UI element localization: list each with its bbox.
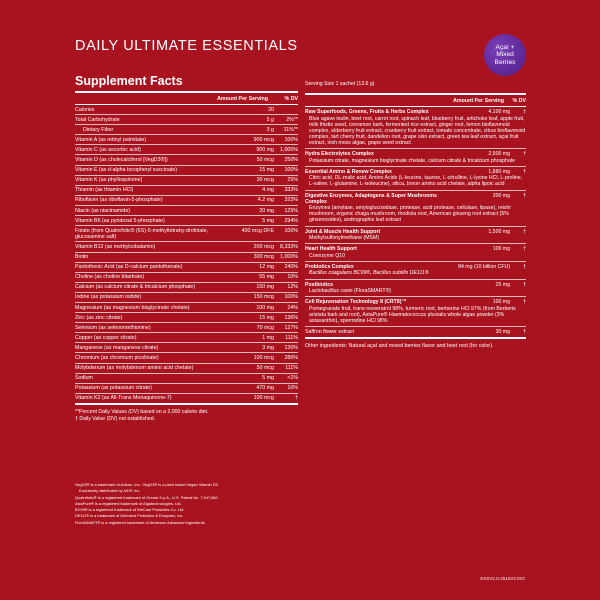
nutrient-dv: 25% bbox=[287, 177, 298, 184]
nutrient-name: Molybdenum (as molybdenum amino acid chelate) bbox=[75, 365, 194, 372]
blend-amount: 25 mg bbox=[495, 281, 510, 288]
nutrient-dv: 11%** bbox=[283, 126, 298, 133]
nutrient-amount: 100 mg bbox=[256, 304, 274, 311]
blend-block bbox=[305, 280, 526, 298]
blend-header bbox=[305, 169, 526, 175]
nutrient-dv: 1,000% bbox=[280, 254, 298, 261]
trademark-note: AstaPure® is a registered trademark of Algatechnologies, Ltd. bbox=[75, 500, 182, 506]
nutrient-amount: 470 mg bbox=[256, 385, 274, 392]
nutrient-dv: 24% bbox=[287, 304, 298, 311]
blend-ingredients: Lactobacillus casei (FloraSMART®) bbox=[309, 288, 392, 295]
nutrient-dv: 333% bbox=[284, 187, 298, 194]
blend-name: Postbiotics bbox=[305, 281, 333, 288]
nutrient-amount: 900 mg bbox=[256, 146, 274, 153]
nutrient-amount: 15 mg bbox=[259, 167, 274, 174]
nutrient-amount: 55 mg bbox=[259, 274, 274, 281]
blend-amount: 2,500 mg bbox=[488, 151, 510, 158]
nutrient-row bbox=[75, 242, 298, 252]
blend-amount: 1,880 mg bbox=[488, 168, 510, 175]
nutrient-amount: 50 mcg bbox=[256, 157, 274, 164]
supplement-facts-heading: Supplement Facts bbox=[75, 74, 298, 93]
blend-header bbox=[305, 193, 526, 205]
nutrient-name: Biotin bbox=[75, 254, 89, 261]
trademark-note: Exclusively distributed by AIDP, Inc. bbox=[79, 488, 141, 494]
nutrient-name: Chromium (as chromium picolinate) bbox=[75, 355, 159, 362]
nutrient-row bbox=[75, 303, 298, 313]
nutrient-dv: 10% bbox=[287, 385, 298, 392]
blend-ingredients: Coenzyme Q10 bbox=[309, 252, 346, 259]
nutrient-amount: 12 mg bbox=[259, 264, 274, 271]
nutrient-row bbox=[75, 166, 298, 176]
nutrient-amount: 400 mcg DFE bbox=[241, 227, 274, 234]
blend-header bbox=[305, 229, 526, 235]
blend-ingredients: Bacillus coagulans BC99®, Bacillus subtilis DE111® bbox=[309, 270, 429, 277]
blend-block bbox=[305, 297, 526, 327]
nutrient-name: Calories bbox=[75, 106, 95, 113]
nutrient-row bbox=[75, 374, 298, 384]
nutrient-row bbox=[75, 115, 298, 125]
footnote-dagger: † Daily Value (DV) not established. bbox=[75, 415, 156, 422]
nutrient-row bbox=[75, 176, 298, 186]
blend-header bbox=[305, 282, 526, 288]
blend-name: Digestive Enzymes, Adaptogens & Super Mushrooms Complex bbox=[305, 192, 437, 205]
blend-ingredients: Citric acid, DL-malic acid, Amino Acids (L-leucine, taurine, L-citrulline, L-lysine HCl, L-proline, L-valine, L-glutamine, L-isoleucine), silica, boron amino acid chelate, alpha lipoic acid bbox=[309, 175, 523, 188]
blend-dv: † bbox=[523, 228, 526, 235]
nutrient-row bbox=[75, 125, 298, 135]
trademark-notes bbox=[75, 482, 305, 526]
nutrient-name: Vitamin D (as cholecalciferol [VegD3®]) bbox=[75, 157, 168, 164]
nutrient-dv: 111% bbox=[285, 334, 298, 341]
flavor-badge-line: Berries bbox=[494, 58, 516, 66]
nutrient-dv: 8,333% bbox=[280, 244, 298, 251]
blend-amount: 84 mg (10 billion CFU) bbox=[458, 263, 510, 270]
nutrient-name: Folate (from Quatrefolic® (6S)-5-methyltetrahy-drofolate, glucosamine salt) bbox=[75, 227, 209, 240]
nutrient-row bbox=[75, 145, 298, 155]
nutrient-amount: 900 mcg bbox=[253, 136, 274, 143]
nutrient-dv: 100% bbox=[284, 294, 298, 301]
blend-table bbox=[305, 107, 526, 327]
nutrient-amount: 30 mcg bbox=[256, 177, 274, 184]
nutrient-amount: 5 g bbox=[266, 116, 274, 123]
nutrient-row bbox=[75, 135, 298, 145]
nutrient-name: Dietary Fiber bbox=[83, 126, 114, 133]
blend-dv: † bbox=[523, 151, 526, 158]
nutrient-name: Potassium (as potassium citrate) bbox=[75, 385, 152, 392]
blend-amount: 100 mg bbox=[492, 299, 510, 306]
nutrient-amount: 150 mg bbox=[256, 284, 274, 291]
blend-ingredients: Enzymes (amylase, amyloglucosidase, protease, acid protease, cellulase, lipase), reishi mushroom, organic chaga mushroom, rhodiola root, American ginseng root extract (5% ginsenosides), andrographis leaf extract bbox=[309, 205, 511, 224]
nutrient-dv: <1% bbox=[287, 375, 298, 382]
trademark-note: VegD3® is a trademark of Avisan, Inc.; VegD3® is a plant based Vegan Vitamin D3 bbox=[75, 482, 218, 487]
other-ingredients: Other ingredients: Natural açaí and mixed berries flavor and beet root (for color). bbox=[305, 343, 494, 350]
nutrient-dv: 136% bbox=[284, 314, 298, 321]
nutrient-amount: 200 mcg bbox=[253, 244, 274, 251]
ingredient-amount: 30 mg bbox=[495, 329, 510, 336]
nutrient-name: Copper (as copper citrate) bbox=[75, 334, 137, 341]
nutrient-name: Magnesium (as magnesium bisglycinate chelate) bbox=[75, 304, 190, 311]
blend-header bbox=[305, 246, 526, 252]
nutrient-name: Vitamin E (as d-alpha tocopheryl succinate) bbox=[75, 167, 178, 174]
nutrient-dv: 125% bbox=[284, 207, 298, 214]
blend-name: Heart Health Support bbox=[305, 246, 357, 253]
nutrient-row bbox=[75, 186, 298, 196]
nutrient-dv: 111% bbox=[285, 365, 298, 372]
nutrient-amount: 50 mcg bbox=[256, 365, 274, 372]
nutrient-name: Sodium bbox=[75, 375, 93, 382]
trademark-note: FloraSMART® is a registered trademark of Anderson Advanced Ingredients. bbox=[75, 519, 206, 525]
nutrient-dv: 250% bbox=[284, 157, 298, 164]
nutrient-row bbox=[75, 343, 298, 353]
flavor-badge bbox=[484, 34, 526, 76]
nutrient-row bbox=[75, 313, 298, 323]
nutrient-table bbox=[75, 105, 298, 405]
blend-amount: 100 mg bbox=[492, 246, 510, 253]
nutrient-amount: 100 mcg bbox=[253, 355, 274, 362]
blend-dv: † bbox=[523, 299, 526, 306]
nutrient-row bbox=[75, 364, 298, 374]
nutrient-name: Vitamin B12 (as methylcobalamin) bbox=[75, 244, 156, 251]
nutrient-amount: 3 g bbox=[266, 126, 274, 133]
blend-block bbox=[305, 107, 526, 149]
nutrient-dv: 294% bbox=[284, 217, 298, 224]
nutrient-row bbox=[75, 394, 298, 405]
page-title: DAILY ULTIMATE ESSENTIALS bbox=[75, 38, 298, 54]
nutrient-name: Iodine (as potassium iodide) bbox=[75, 294, 142, 301]
blend-dv: † bbox=[523, 263, 526, 270]
product-code: ESSV2.0-2510ACIGO bbox=[480, 576, 525, 581]
nutrient-dv: 12% bbox=[287, 284, 298, 291]
blend-name: Raw Superfoods, Greens, Fruits & Herbs Complex bbox=[305, 109, 429, 115]
blend-amount: 1,500 mg bbox=[488, 228, 510, 235]
ingredient-name: Saffron flower extract bbox=[305, 329, 354, 336]
blend-dv: † bbox=[523, 109, 526, 115]
nutrient-row bbox=[75, 206, 298, 216]
blend-ingredients: Pomegranate fruit, trans-resveratrol 98%, turmeric root, berberine HCl 97% (from Berberis aristata bark and root), AstaPure® Haematococcus pluvialis whole algae powder (3% astaxanthin), spermidine HCl 98% bbox=[309, 305, 516, 325]
nutrient-dv: † bbox=[295, 395, 298, 402]
blend-amount: 200 mg bbox=[492, 192, 510, 199]
blend-header bbox=[305, 109, 526, 115]
nutrient-name: Vitamin A (as retinyl palmitate) bbox=[75, 136, 147, 143]
nutrient-name: Selenium (as selenomethionine) bbox=[75, 324, 151, 331]
flavor-badge-line: Açaí + bbox=[495, 43, 515, 51]
nutrient-amount: 5 mg bbox=[262, 375, 274, 382]
nutrient-row bbox=[75, 226, 298, 242]
nutrient-row bbox=[75, 263, 298, 273]
blend-dv: † bbox=[523, 246, 526, 253]
trademark-note: DE111® is a trademark of Deerland Probiotics & Enzymes, Inc. bbox=[75, 513, 184, 519]
nutrient-amount: 20 bbox=[268, 106, 274, 113]
nutrient-row bbox=[75, 253, 298, 263]
nutrient-dv: 130% bbox=[284, 344, 298, 351]
blend-block bbox=[305, 244, 526, 262]
nutrient-amount: 15 mg bbox=[259, 314, 274, 321]
amount-header: Amount Per Serving bbox=[217, 96, 268, 102]
nutrient-dv: 323% bbox=[284, 197, 298, 204]
left-column-header bbox=[75, 93, 298, 105]
saffron-row bbox=[305, 327, 526, 339]
footnote-dv: **Percent Daily Values (DV) based on a 2,000 calorie diet. bbox=[75, 408, 209, 415]
nutrient-amount: 100 mcg bbox=[253, 395, 274, 402]
nutrient-row bbox=[75, 323, 298, 333]
right-column-header bbox=[305, 95, 526, 107]
nutrient-dv: 127% bbox=[284, 324, 298, 331]
blend-name: Cell Rejuvenation Technology 8 (CRT8)™ bbox=[305, 299, 407, 306]
nutrient-name: Niacin (as niacinamide) bbox=[75, 207, 131, 214]
nutrient-amount: 20 mg bbox=[259, 207, 274, 214]
blend-header bbox=[305, 299, 526, 305]
nutrient-dv: 100% bbox=[284, 227, 298, 234]
nutrient-name: Vitamin B6 (as pyridoxal 5-phosphate) bbox=[75, 217, 165, 224]
nutrient-name: Vitamin K2 (as All-Trans Menaquinone-7) bbox=[75, 395, 172, 402]
nutrient-dv: 10% bbox=[287, 274, 298, 281]
blend-header bbox=[305, 151, 526, 157]
nutrient-name: Pantothenic Acid (as D-calcium pantothenate) bbox=[75, 264, 183, 271]
nutrient-row bbox=[75, 353, 298, 363]
blend-ingredients: Potassium citrate, magnesium bisglycinate chelate, calcium citrate & tricalcium phosphate bbox=[309, 157, 516, 164]
nutrient-row bbox=[75, 196, 298, 206]
nutrient-name: Total Carbohydrate bbox=[75, 116, 120, 123]
blend-ingredients: Blue agave inulin, beet root, carrot root, spinach leaf, blueberry fruit, artichoke leaf, apple fruit, milk thistle seed, cinnamon bark, fermented rice extract, ginger root, lemon bioflavonoid complex, elderberry fruit extract, cranberry fruit extract, tomato concentrate, citrus bioflavonoid complex, tart cherry fruit, dandelion root, grape skin extract, green tea leaf extract, açaí fruit extract, irish moss algae, grape seed extract bbox=[309, 115, 526, 146]
nutrient-dv: 2%** bbox=[286, 116, 298, 123]
blend-amount: 4,100 mg bbox=[488, 109, 510, 115]
nutrient-amount: 3 mg bbox=[262, 344, 274, 351]
blend-block bbox=[305, 149, 526, 167]
nutrient-row bbox=[75, 216, 298, 226]
nutrient-dv: 1,000% bbox=[280, 146, 298, 153]
nutrient-amount: 4 mg bbox=[262, 187, 274, 194]
blend-ingredients: Methylsulfonylmethane (MSM) bbox=[309, 235, 380, 242]
nutrient-name: Vitamin C (as ascorbic acid) bbox=[75, 146, 141, 153]
trademark-note: Quatrefolic® is a registered trademark of Gnosis S.p.A., U.S. Patent No. 7,947,662. bbox=[75, 494, 219, 500]
nutrient-row bbox=[75, 283, 298, 293]
nutrient-name: Calcium (as calcium citrate & tricalcium phosphate) bbox=[75, 284, 196, 291]
ingredient-dv: † bbox=[523, 329, 526, 336]
trademark-note: BC99® is a registered trademark of WeCare Probiotics Co. Ltd. bbox=[75, 507, 185, 513]
blend-name: Essential Amino & Renew Complex bbox=[305, 168, 392, 175]
blend-dv: † bbox=[523, 192, 526, 199]
nutrient-row bbox=[75, 293, 298, 303]
blend-block bbox=[305, 262, 526, 280]
nutrient-dv: 240% bbox=[284, 264, 298, 271]
nutrient-row bbox=[75, 273, 298, 283]
blend-block bbox=[305, 191, 526, 227]
supplement-facts-right bbox=[305, 78, 526, 350]
blend-name: Joint & Muscle Health Support bbox=[305, 228, 381, 235]
nutrient-dv: 100% bbox=[284, 167, 298, 174]
nutrient-amount: 4.2 mg bbox=[257, 197, 274, 204]
nutrient-amount: 300 mcg bbox=[253, 254, 274, 261]
nutrient-row bbox=[75, 155, 298, 165]
dv-header: % DV bbox=[284, 96, 298, 102]
nutrient-row bbox=[75, 333, 298, 343]
serving-size: Serving Size 1 sachet (13.6 g) bbox=[305, 78, 526, 95]
blend-name: Probiotics Complex bbox=[305, 263, 354, 270]
blend-block bbox=[305, 167, 526, 191]
nutrient-name: Riboflavin (as riboflavin-5-phosphate) bbox=[75, 197, 163, 204]
nutrient-amount: 5 mg bbox=[262, 217, 274, 224]
supplement-facts-left bbox=[75, 74, 298, 422]
nutrient-name: Thiamin (as thiamin HCl) bbox=[75, 187, 134, 194]
nutrient-dv: 286% bbox=[284, 355, 298, 362]
nutrient-amount: 1 mg bbox=[262, 334, 274, 341]
blend-dv: † bbox=[523, 168, 526, 175]
nutrient-name: Vitamin K (as phylloquinone) bbox=[75, 177, 143, 184]
blend-dv: † bbox=[523, 281, 526, 288]
blend-block bbox=[305, 227, 526, 245]
nutrient-amount: 150 mcg bbox=[253, 294, 274, 301]
nutrient-row bbox=[75, 105, 298, 115]
footnotes bbox=[75, 405, 298, 422]
amount-header: Amount Per Serving bbox=[453, 98, 504, 104]
nutrient-amount: 70 mcg bbox=[256, 324, 274, 331]
nutrient-name: Manganese (as manganese citrate) bbox=[75, 344, 159, 351]
dv-header: % DV bbox=[512, 98, 526, 104]
nutrient-row bbox=[75, 384, 298, 394]
nutrient-dv: 100% bbox=[284, 136, 298, 143]
nutrient-name: Choline (as choline bitartrate) bbox=[75, 274, 145, 281]
blend-name: Hydra Electrolytes Complex bbox=[305, 151, 374, 158]
nutrient-name: Zinc (as zinc citrate) bbox=[75, 314, 123, 321]
flavor-badge-line: Mixed bbox=[496, 51, 514, 59]
